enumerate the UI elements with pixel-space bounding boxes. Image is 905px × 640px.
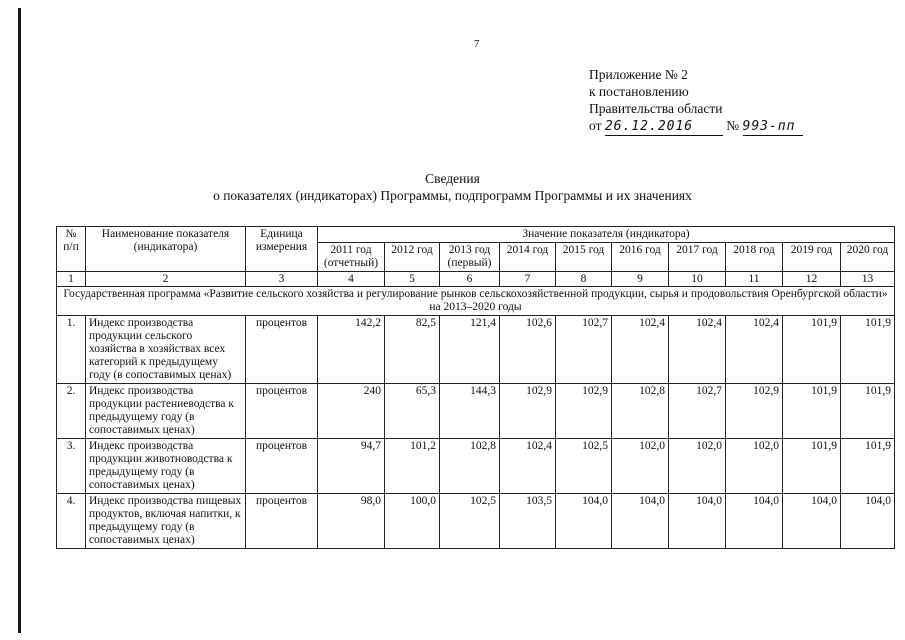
column-number: 7 (500, 272, 556, 287)
header-year: 2011 год (отчетный) (318, 243, 385, 272)
row-value: 102,5 (556, 439, 612, 494)
row-value: 102,0 (726, 439, 783, 494)
row-value: 82,5 (385, 316, 440, 384)
row-value: 65,3 (385, 384, 440, 439)
row-name: Индекс производства продукции животноводства к предыдущему году (в сопоставимых ценах) (86, 439, 246, 494)
row-value: 102,4 (726, 316, 783, 384)
row-unit: процентов (246, 439, 318, 494)
column-number: 3 (246, 272, 318, 287)
row-value: 103,5 (500, 494, 556, 549)
column-number: 9 (612, 272, 669, 287)
row-name: Индекс производства пищевых продуктов, включая напитки, к предыдущему году (в сопоставимых ценах) (86, 494, 246, 549)
page-left-edge (18, 8, 21, 633)
table-row (57, 439, 895, 494)
row-unit: процентов (246, 316, 318, 384)
column-number: 2 (86, 272, 246, 287)
document-subtitle: о показателях (индикаторах) Программы, подпрограмм Программы и их значениях (213, 188, 692, 203)
table-row (57, 316, 895, 384)
header-year: 2020 год (841, 243, 895, 272)
appendix-date-line (589, 117, 803, 136)
appendix-line-2: к постановлению (589, 84, 689, 99)
section-title: Государственная программа «Развитие сельского хозяйства и регулирование рынков сельскохозяйственной продукции, сырья и продовольствия Оренбургской области» на 2013–2020 годы (57, 287, 895, 316)
row-value: 102,7 (669, 384, 726, 439)
column-number: 13 (841, 272, 895, 287)
appendix-line-1: Приложение № 2 (589, 67, 688, 82)
header-year: 2014 год (500, 243, 556, 272)
document-title: Сведения (425, 171, 480, 186)
row-value: 100,0 (385, 494, 440, 549)
page-number: 7 (474, 38, 480, 50)
row-num: 2. (57, 384, 86, 439)
row-value: 104,0 (556, 494, 612, 549)
column-number-row (57, 272, 895, 287)
row-value: 101,9 (841, 316, 895, 384)
column-number: 8 (556, 272, 612, 287)
row-unit: процентов (246, 384, 318, 439)
row-value: 102,4 (612, 316, 669, 384)
header-year: 2019 год (783, 243, 841, 272)
header-num: № п/п (57, 227, 86, 272)
row-value: 121,4 (440, 316, 500, 384)
header-row-1 (57, 227, 895, 243)
row-value: 142,2 (318, 316, 385, 384)
row-value: 102,0 (612, 439, 669, 494)
column-number: 1 (57, 272, 86, 287)
header-year: 2012 год (385, 243, 440, 272)
row-value: 104,0 (726, 494, 783, 549)
number-prefix: № (726, 118, 740, 133)
header-year: 2018 год (726, 243, 783, 272)
row-num: 1. (57, 316, 86, 384)
row-value: 102,9 (556, 384, 612, 439)
row-value: 101,9 (783, 384, 841, 439)
row-value: 94,7 (318, 439, 385, 494)
row-value: 101,2 (385, 439, 440, 494)
row-value: 102,7 (556, 316, 612, 384)
table-row (57, 384, 895, 439)
row-value: 98,0 (318, 494, 385, 549)
row-value: 104,0 (612, 494, 669, 549)
row-value: 102,4 (500, 439, 556, 494)
row-value: 144,3 (440, 384, 500, 439)
appendix-block (589, 66, 803, 136)
column-number: 12 (783, 272, 841, 287)
indicators-table (56, 226, 895, 549)
column-number: 4 (318, 272, 385, 287)
row-name: Индекс производства продукции растениеводства к предыдущему году (в сопоставимых ценах) (86, 384, 246, 439)
row-value: 101,9 (783, 439, 841, 494)
column-number: 10 (669, 272, 726, 287)
row-value: 102,9 (726, 384, 783, 439)
row-value: 104,0 (841, 494, 895, 549)
row-value: 102,8 (612, 384, 669, 439)
row-num: 4. (57, 494, 86, 549)
row-value: 104,0 (783, 494, 841, 549)
row-value: 102,8 (440, 439, 500, 494)
row-value: 102,4 (669, 316, 726, 384)
row-value: 240 (318, 384, 385, 439)
header-year: 2017 год (669, 243, 726, 272)
row-value: 101,9 (841, 439, 895, 494)
row-value: 101,9 (783, 316, 841, 384)
section-row (57, 287, 895, 316)
column-number: 5 (385, 272, 440, 287)
handwritten-number: 993-пп (742, 119, 796, 134)
header-name: Наименование показателя (индикатора) (86, 227, 246, 272)
row-value: 102,6 (500, 316, 556, 384)
date-prefix: от (589, 118, 602, 133)
row-value: 102,5 (440, 494, 500, 549)
appendix-line-3: Правительства области (589, 101, 723, 116)
row-name: Индекс производства продукции сельского хозяйства в хозяйствах всех категорий к предыдущему году (в сопоставимых ценах) (86, 316, 246, 384)
row-unit: процентов (246, 494, 318, 549)
row-value: 102,9 (500, 384, 556, 439)
table-row (57, 494, 895, 549)
row-value: 104,0 (669, 494, 726, 549)
header-year: 2015 год (556, 243, 612, 272)
header-value-group: Значение показателя (индикатора) (318, 227, 895, 243)
row-value: 101,9 (841, 384, 895, 439)
header-unit: Единица измерения (246, 227, 318, 272)
row-value: 102,0 (669, 439, 726, 494)
column-number: 11 (726, 272, 783, 287)
column-number: 6 (440, 272, 500, 287)
handwritten-date: 26.12.2016 (604, 119, 694, 134)
header-year: 2013 год (первый) (440, 243, 500, 272)
header-year: 2016 год (612, 243, 669, 272)
row-num: 3. (57, 439, 86, 494)
